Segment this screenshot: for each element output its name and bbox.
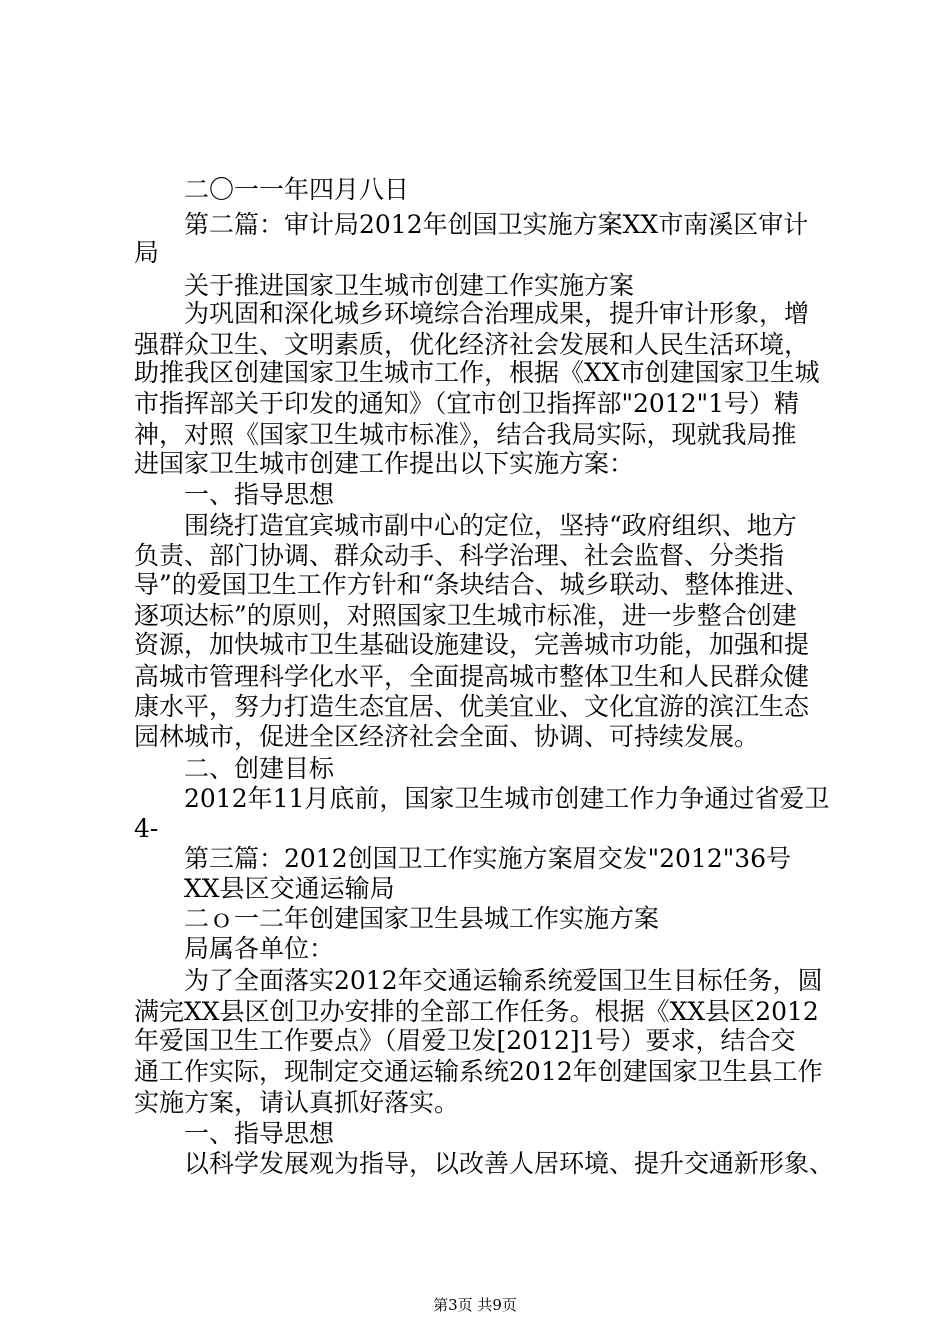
text-line: 以科学发展观为指导，以改善人居环境、提升交通新形象、 — [134, 1149, 834, 1178]
text-line: 高城市管理科学化水平，全面提高城市整体卫生和人民群众健 — [134, 662, 810, 691]
section-heading: 一、指导思想 — [134, 480, 335, 509]
section-heading: 二、创建目标 — [134, 754, 335, 783]
text-line: 2012年11月底前，国家卫生城市创建工作力争通过省爱卫 — [134, 784, 830, 813]
page-footer: 第3页 共9页 — [433, 1296, 517, 1314]
text-line: 二ｏ一二年创建国家卫生县城工作实施方案 — [134, 904, 660, 933]
text-line: 负责、部门协调、群众动手、科学治理、社会监督、分类指 — [134, 541, 785, 570]
text-line: 为巩固和深化城乡环境综合治理成果，提升审计形象，增 — [134, 299, 810, 328]
text-line: 强群众卫生、文明素质，优化经济社会发展和人民生活环境， — [134, 330, 810, 359]
text-line: 逐项达标”的原则，对照国家卫生城市标准，进一步整合创建 — [134, 601, 797, 630]
text-line: XX县区交通运输局 — [134, 874, 395, 903]
text-line: 年爱国卫生工作要点》（眉爱卫发[2012]1号）要求，结合交 — [134, 1026, 796, 1055]
text-line: 为了全面落实2012年交通运输系统爱国卫生目标任务，圆 — [134, 966, 823, 995]
text-line: 神，对照《国家卫生城市标准》，结合我局实际，现就我局推 — [134, 420, 797, 449]
text-line: 助推我区创建国家卫生城市工作，根据《XX市创建国家卫生城 — [134, 358, 820, 387]
text-line: 康水平，努力打造生态宜居、优美宜业、文化宜游的滨江生态 — [134, 692, 810, 721]
text-line: 满完XX县区创卫办安排的全部工作任务。根据《XX县区2012 — [134, 997, 819, 1026]
text-line: 实施方案，请认真抓好落实。 — [134, 1088, 460, 1117]
text-line: 园林城市，促进全区经济社会全面、协调、可持续发展。 — [134, 722, 760, 751]
text-line: 关于推进国家卫生城市创建工作实施方案 — [134, 271, 635, 300]
text-line: 局属各单位： — [134, 934, 335, 963]
text-line: 局 — [134, 238, 160, 267]
text-line: 围绕打造宜宾城市副中心的定位，坚持“政府组织、地方 — [134, 511, 797, 540]
text-line: 进国家卫生城市创建工作提出以下实施方案： — [134, 449, 635, 478]
text-line: 资源，加快城市卫生基础设施建设，完善城市功能，加强和提 — [134, 630, 810, 659]
text-line: 导”的爱国卫生工作方针和“条块结合、城乡联动、整体推进、 — [134, 570, 810, 599]
text-line: 市指挥部关于印发的通知》（宜市创卫指挥部"2012"1号）精 — [134, 389, 800, 418]
text-line: 4- — [134, 814, 159, 843]
text-line: 通工作实际，现制定交通运输系统2012年创建国家卫生县工作 — [134, 1057, 823, 1086]
section-heading: 一、指导思想 — [134, 1119, 335, 1148]
text-line: 第二篇：审计局2012年创国卫实施方案XX市南溪区审计 — [134, 210, 809, 239]
text-line: 二〇一一年四月八日 — [134, 175, 410, 204]
text-line: 第三篇：2012创国卫工作实施方案眉交发"2012"36号 — [134, 844, 792, 873]
